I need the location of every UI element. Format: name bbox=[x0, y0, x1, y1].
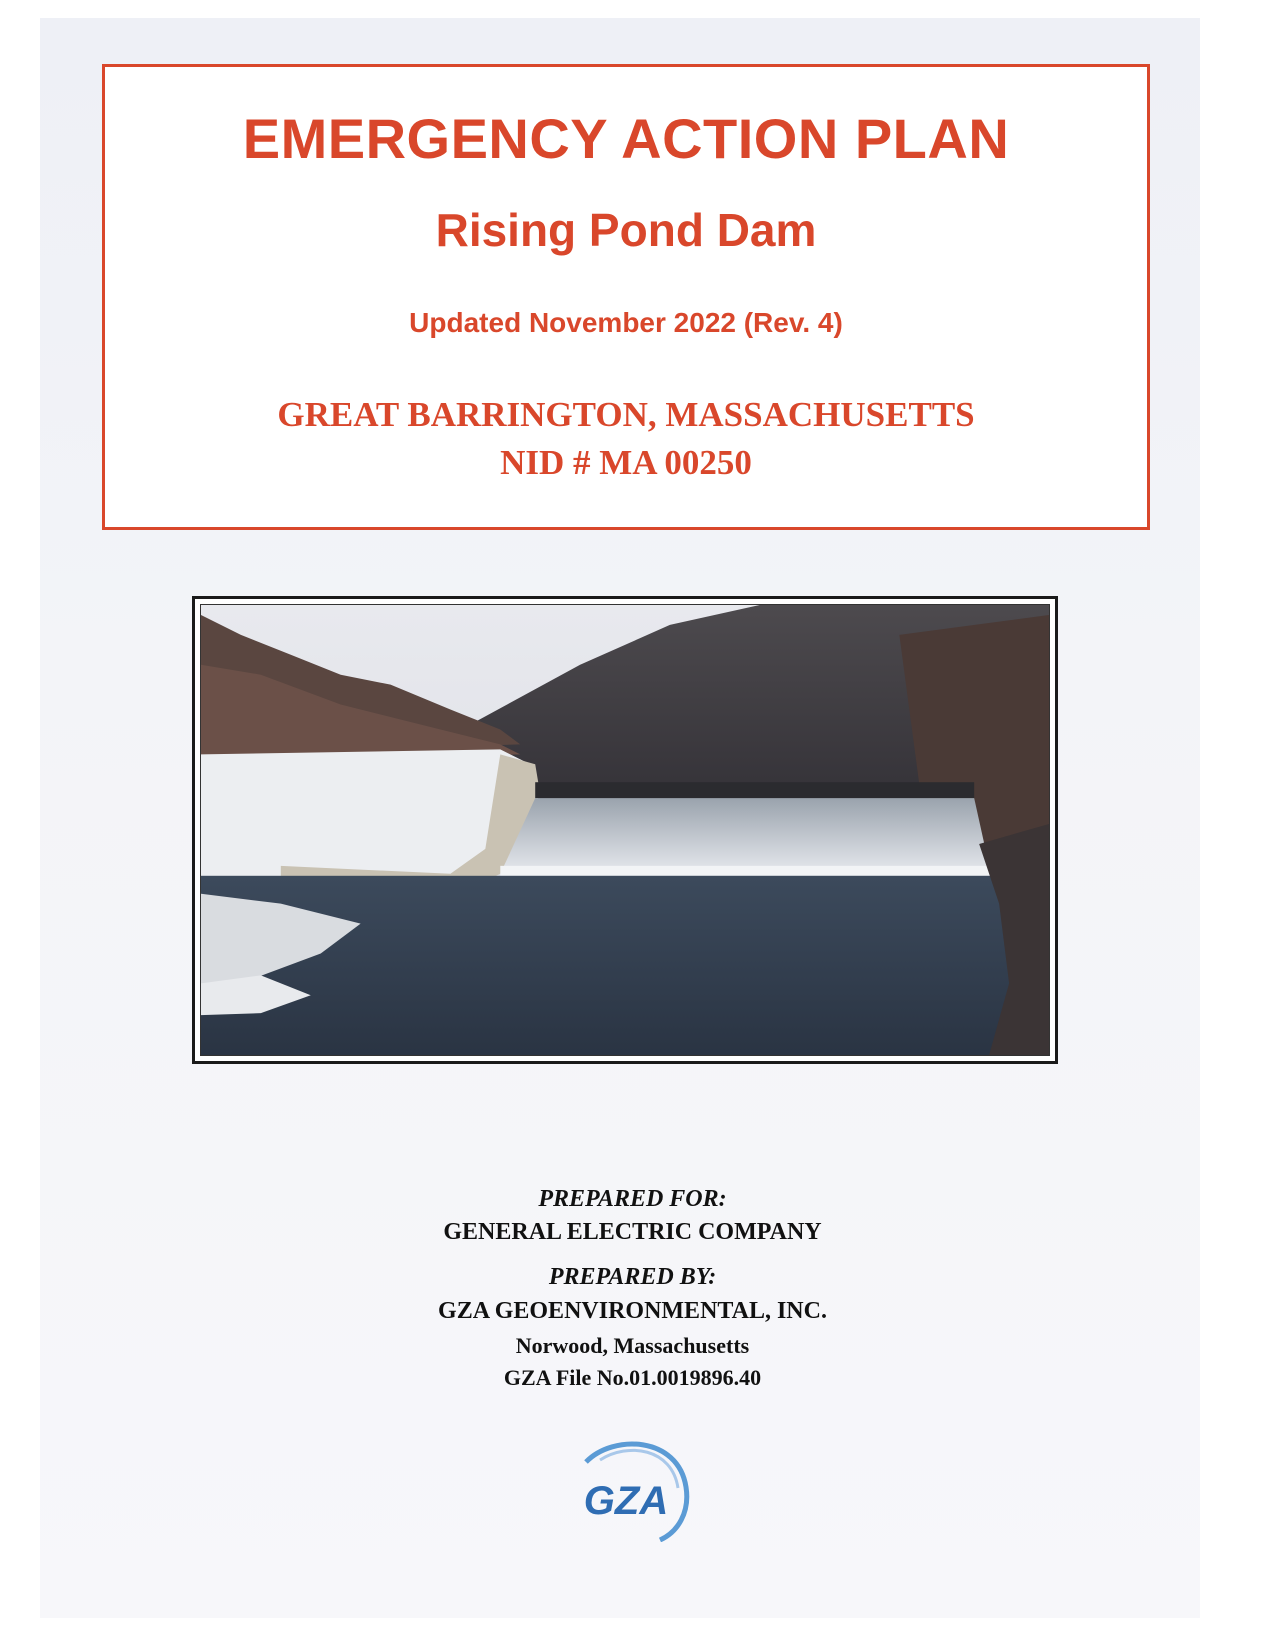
title-box bbox=[102, 64, 1150, 530]
gza-logo bbox=[568, 1432, 698, 1542]
dam-photo-frame bbox=[192, 596, 1058, 1064]
dam-photo bbox=[200, 604, 1050, 1056]
document-title: EMERGENCY ACTION PLAN bbox=[242, 107, 1010, 170]
preparer-city: Norwood, Massachusetts bbox=[515, 1333, 750, 1358]
dam-name: Rising Pond Dam bbox=[435, 204, 817, 256]
prepared-for-value: GENERAL ELECTRIC COMPANY bbox=[443, 1219, 822, 1245]
nid-number: NID # MA 00250 bbox=[500, 443, 752, 482]
revision-date: Updated November 2022 (Rev. 4) bbox=[409, 307, 843, 338]
prepared-by-value: GZA GEOENVIRONMENTAL, INC. bbox=[438, 1298, 827, 1324]
file-number: GZA File No.01.0019896.40 bbox=[503, 1365, 762, 1390]
prepared-by-label: PREPARED BY: bbox=[548, 1264, 717, 1290]
gza-logo-text: GZA bbox=[583, 1479, 669, 1523]
gza-logo-icon bbox=[568, 1432, 698, 1542]
location: GREAT BARRINGTON, MASSACHUSETTS bbox=[277, 395, 975, 434]
prepared-for-label: PREPARED FOR: bbox=[538, 1186, 727, 1212]
